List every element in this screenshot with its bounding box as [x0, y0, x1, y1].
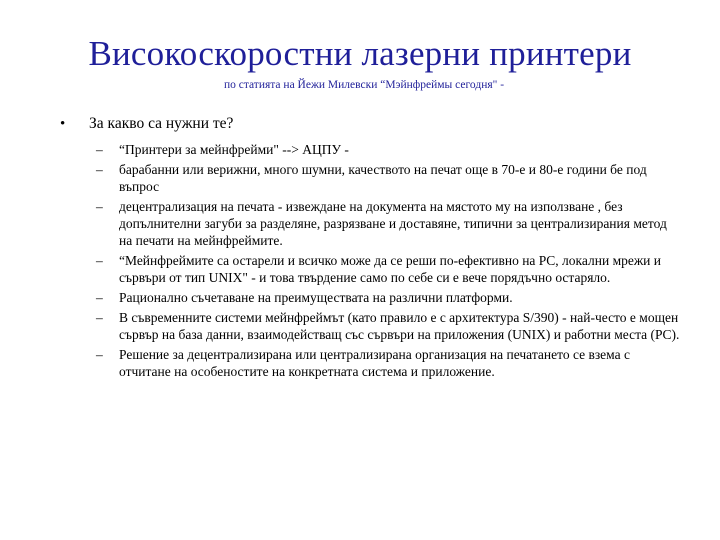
sub-bullet	[60, 141, 680, 158]
sub-bullet-list	[60, 141, 680, 380]
sub-bullet	[60, 309, 680, 343]
sub-bullet	[60, 198, 680, 249]
sub-bullet	[60, 289, 680, 306]
sub-bullet-text: барабанни или верижни, много шумни, качеството на печат още в 70-е и 80-е години бе под въпрос	[119, 162, 647, 194]
sub-bullet-text: В съвременните системи мейнфреймът (като правило е с архитектура S/390) - най-често е мощен сървър на база данни, взаимодействащ със сървъри на приложения (UNIX) и работни места (PC).	[119, 310, 680, 342]
sub-bullet	[60, 252, 680, 286]
slide-title: Високоскоростни лазерни принтери	[88, 34, 632, 73]
dash-icon: –	[96, 162, 103, 177]
main-bullet	[60, 114, 680, 134]
sub-bullet-text: “Мейнфреймите са остарели и всичко може да се реши по-ефективно на PC, локални мрежи и сървъри от тип UNIX" - и това твърдение само по себе си е вече порядъчно остаряло.	[119, 253, 662, 285]
sub-bullet	[60, 346, 680, 380]
dash-icon: –	[96, 253, 103, 268]
sub-bullet-text: децентрализация на печата - извеждане на документа на мястото му на използване , без допълнителни загуби за разделяне, разрязване и доставяне, типични за централизирания метод на печати на мейнфреймите.	[119, 199, 667, 248]
sub-bullet-text: “Принтери за мейнфрейми" --> АЦПУ -	[119, 142, 349, 157]
slide-content	[60, 114, 680, 383]
sub-bullet-text: Решение за децентрализирана или централизирана организация на печатането се взема с отчитане на особеностите на конкретната система и приложение.	[119, 347, 630, 379]
sub-bullet	[60, 161, 680, 195]
dash-icon: –	[96, 347, 103, 362]
sub-bullet-text: Рационално съчетаване на преимуществата на различни платформи.	[119, 290, 513, 305]
bullet-icon: •	[60, 116, 66, 132]
dash-icon: –	[96, 142, 103, 157]
dash-icon: –	[96, 290, 103, 305]
dash-icon: –	[96, 310, 103, 325]
slide-subtitle: по статията на Йежи Милевски “Мэйнфреймы сегодня" -	[223, 79, 505, 91]
main-bullet-text: За какво са нужни те?	[89, 115, 234, 132]
dash-icon: –	[96, 199, 103, 214]
